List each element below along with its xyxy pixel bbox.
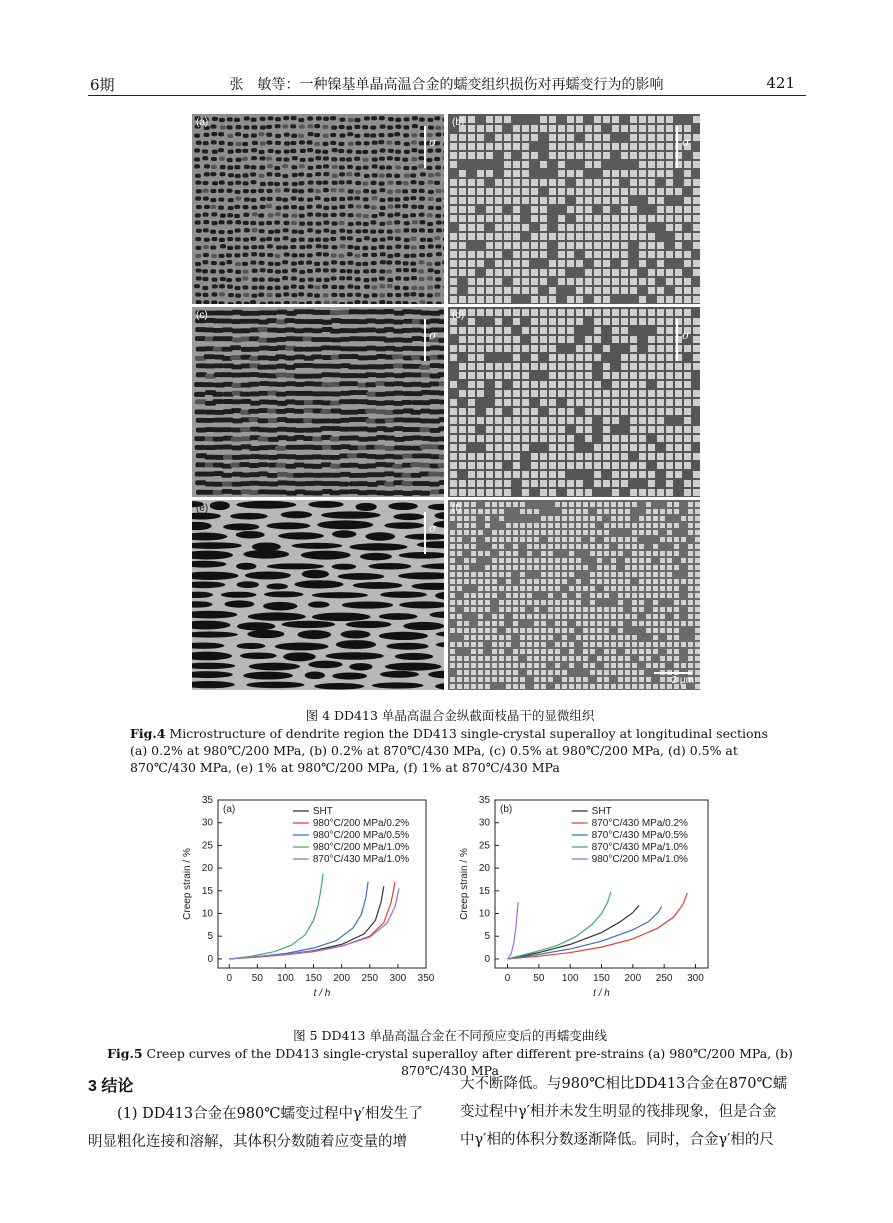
micrograph-panel-d	[448, 307, 700, 497]
scale-label: 2 μm	[671, 675, 694, 686]
y-tick-label: 15	[201, 885, 213, 897]
stress-symbol: σ	[682, 136, 690, 149]
y-tick-label: 20	[478, 863, 490, 875]
legend-entry: 870°C/430 MPa/0.5%	[591, 830, 688, 841]
x-tick-label: 150	[305, 973, 322, 984]
issue-number: 6期	[90, 76, 115, 94]
x-axis-label: t / h	[313, 988, 331, 999]
panel-label: (c)	[196, 310, 208, 321]
figure-4-micrographs	[192, 114, 700, 690]
creep-chart-b	[455, 790, 720, 1014]
paragraph-line: 变过程中γ′相并未发生明显的筏排现象，但是合金	[460, 1104, 777, 1120]
y-tick-label: 5	[207, 931, 213, 943]
x-tick-label: 250	[361, 973, 379, 984]
legend-entry: 980°C/200 MPa/1.0%	[312, 842, 410, 853]
x-tick-label: 0	[226, 973, 233, 984]
x-tick-label: 100	[277, 973, 294, 984]
y-axis-label: Creep strain / %	[182, 848, 193, 920]
series-line	[508, 892, 611, 959]
micrograph-texture-a	[192, 114, 444, 304]
series-line	[508, 905, 640, 959]
series-line	[229, 882, 395, 959]
left-column-text	[88, 1100, 433, 1156]
creep-chart-a	[178, 790, 438, 1014]
x-tick-label: 50	[251, 973, 263, 984]
figure-label: Fig.4	[130, 726, 166, 741]
y-tick-label: 10	[201, 908, 213, 920]
paragraph-line: (1) DD413合金在980℃蠕变过程中γ′相发生了	[117, 1106, 423, 1122]
x-tick-label: 350	[417, 973, 435, 984]
right-column-text	[460, 1070, 805, 1154]
x-tick-label: 100	[561, 973, 579, 984]
micrograph-panel-c	[192, 307, 444, 497]
legend-entry: 980°C/200 MPa/1.0%	[591, 854, 688, 865]
panel-label: (f)	[452, 503, 462, 514]
y-tick-label: 25	[201, 840, 213, 852]
micrograph-panel-f	[448, 500, 700, 690]
chart-b-svg	[455, 790, 720, 1010]
y-tick-label: 0	[207, 953, 213, 965]
stress-arrow-icon	[676, 126, 678, 168]
y-tick-label: 20	[201, 863, 213, 875]
page-number: 421	[766, 74, 795, 92]
x-tick-label: 150	[593, 973, 610, 984]
chart-a-svg	[178, 790, 438, 1010]
stress-arrow-icon	[424, 319, 426, 361]
stress-symbol: σ	[429, 136, 437, 149]
micrograph-texture-b	[448, 114, 700, 304]
x-axis-label: t / h	[593, 988, 610, 999]
stress-arrow-icon	[424, 512, 426, 554]
y-tick-label: 5	[484, 931, 490, 943]
figure-label: Fig.5	[107, 1046, 143, 1061]
section-heading: 3 结论	[88, 1078, 134, 1095]
series-line	[229, 886, 384, 959]
caption-text: Microstructure of dendrite region the DD413 single-crystal superalloy at longitudinal sections (a) 0.2% at 980℃/200 MPa, (b) 0.2% at 870℃/430 MPa, (c) 0.5% at 980℃/200 MPa, (d) 0.5% at 870℃/430 MPa, (e) 1% at 980℃/200 MPa, (f) 1% at 870℃/430 MPa	[130, 726, 768, 775]
y-tick-label: 10	[478, 908, 490, 920]
legend-entry: 870°C/430 MPa/1.0%	[312, 854, 410, 865]
stress-symbol: σ	[682, 329, 690, 342]
series-line	[508, 893, 688, 959]
y-axis-label: Creep strain / %	[459, 848, 470, 920]
y-tick-label: 35	[478, 795, 490, 806]
series-line	[229, 874, 323, 959]
x-tick-label: 250	[655, 973, 673, 984]
panel-label: (e)	[196, 503, 209, 514]
paragraph-line: 大不断降低。与980℃相比DD413合金在870℃蠕	[460, 1076, 788, 1092]
panel-label: (b)	[500, 804, 513, 815]
legend-entry: 870°C/430 MPa/1.0%	[591, 842, 688, 853]
y-tick-label: 25	[478, 840, 490, 852]
micrograph-panel-a	[192, 114, 444, 304]
x-tick-label: 300	[687, 973, 704, 984]
y-tick-label: 35	[201, 795, 213, 806]
figure-4-caption-en	[130, 725, 770, 776]
micrograph-texture-e	[192, 500, 444, 690]
x-tick-label: 0	[504, 973, 511, 984]
legend-entry: SHT	[312, 806, 333, 817]
micrograph-texture-d	[448, 307, 700, 497]
series-line	[508, 902, 519, 959]
legend-entry: 980°C/200 MPa/0.5%	[312, 830, 410, 841]
figure-4-caption-cn: 图 4 DD413 单晶高温合金纵截面枝晶干的显微组织	[305, 708, 595, 723]
x-tick-label: 200	[333, 973, 351, 984]
legend-entry: 980°C/200 MPa/0.2%	[312, 818, 410, 829]
x-tick-label: 50	[533, 973, 545, 984]
running-title: 张 敏等：一种镍基单晶高温合金的蠕变组织损伤对再蠕变行为的影响	[229, 77, 664, 93]
panel-label: (a)	[196, 117, 209, 128]
paragraph-line: 中γ′相的体积分数逐渐降低。同时，合金γ′相的尺	[460, 1132, 774, 1148]
header-rule	[88, 95, 806, 96]
micrograph-texture-f	[448, 500, 700, 690]
stress-symbol: σ	[429, 522, 437, 535]
x-tick-label: 300	[389, 973, 407, 984]
x-tick-label: 200	[624, 973, 642, 984]
series-line	[229, 882, 368, 959]
micrograph-texture-c	[192, 307, 444, 497]
micrograph-panel-b	[448, 114, 700, 304]
legend-entry: 870°C/430 MPa/0.2%	[591, 818, 688, 829]
caption-text: Creep curves of the DD413 single-crystal superalloy after different pre-strains (a) 980℃/200 MPa, (b) 870℃/430 MPa	[142, 1046, 793, 1078]
scale-bar	[654, 672, 692, 674]
y-tick-label: 30	[201, 817, 213, 829]
paragraph-line: 明显粗化连接和溶解，其体积分数随着应变量的增	[88, 1134, 407, 1150]
y-tick-label: 15	[478, 885, 490, 897]
micrograph-panel-e	[192, 500, 444, 690]
stress-arrow-icon	[424, 126, 426, 168]
y-tick-label: 0	[484, 953, 490, 965]
y-tick-label: 30	[478, 817, 490, 829]
stress-arrow-icon	[676, 319, 678, 361]
panel-label: (a)	[223, 804, 236, 815]
panel-label: (d)	[452, 310, 465, 321]
panel-label: (b)	[452, 117, 465, 128]
running-header	[0, 66, 893, 94]
figure-5-caption-cn: 图 5 DD413 单晶高温合金在不同预应变后的再蠕变曲线	[293, 1028, 607, 1043]
series-line	[508, 907, 662, 959]
legend-entry: SHT	[591, 806, 612, 817]
stress-symbol: σ	[429, 329, 437, 342]
